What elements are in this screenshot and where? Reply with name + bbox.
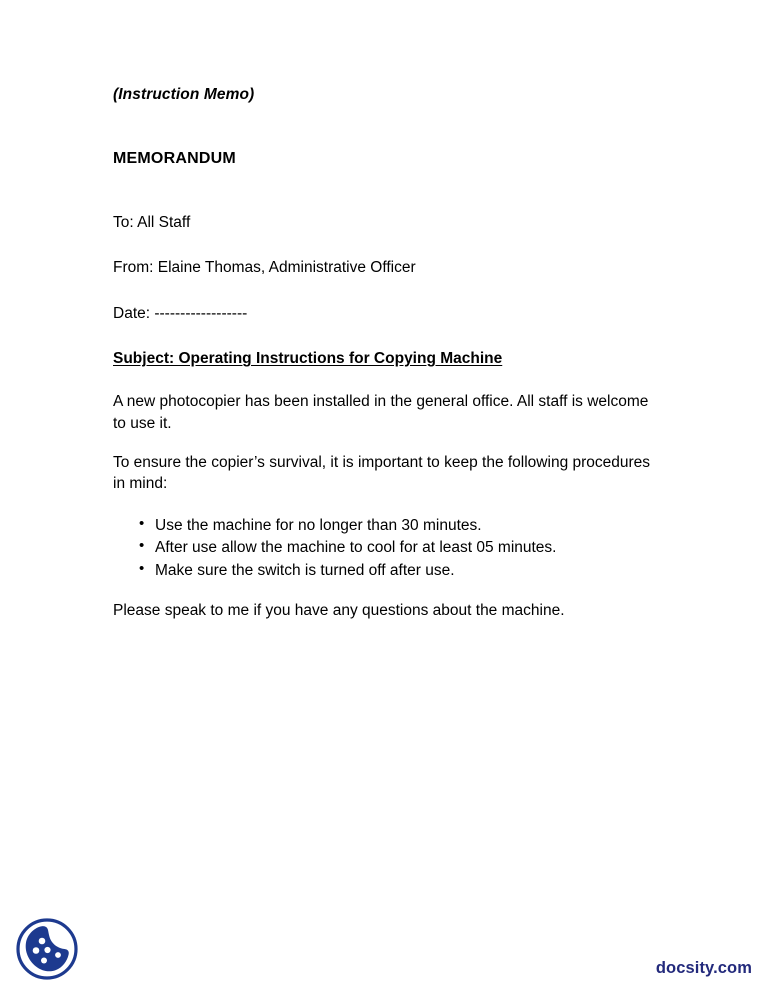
page-title: MEMORANDUM — [113, 149, 236, 167]
memo-procedure-list — [113, 515, 658, 581]
memo-field-date: Date: ------------------ — [113, 304, 248, 322]
memo-paragraph-procedures-lead: To ensure the copier’s survival, it is important to keep the following procedures in mind: — [113, 454, 651, 493]
memo-content — [113, 86, 658, 639]
memo-field-to: To: All Staff — [113, 213, 191, 231]
list-item: • Use the machine for no longer than 30 minutes. — [113, 515, 658, 536]
docsity-watermark-label: docsity.com — [655, 959, 752, 977]
docsity-cookie-logo-icon — [15, 917, 79, 981]
list-item: • Make sure the switch is turned off after use. — [113, 560, 658, 581]
memo-paragraph-intro: A new photocopier has been installed in the general office. All staff is welcome to use it. — [113, 393, 649, 432]
list-item: • After use allow the machine to cool for at least 05 minutes. — [113, 537, 658, 558]
memo-kicker: (Instruction Memo) — [113, 86, 255, 103]
memo-field-from: From: Elaine Thomas, Administrative Officer — [113, 259, 416, 277]
memo-subject: Subject: Operating Instructions for Copying Machine — [113, 349, 503, 367]
memo-closing: Please speak to me if you have any questions about the machine. — [113, 601, 565, 619]
